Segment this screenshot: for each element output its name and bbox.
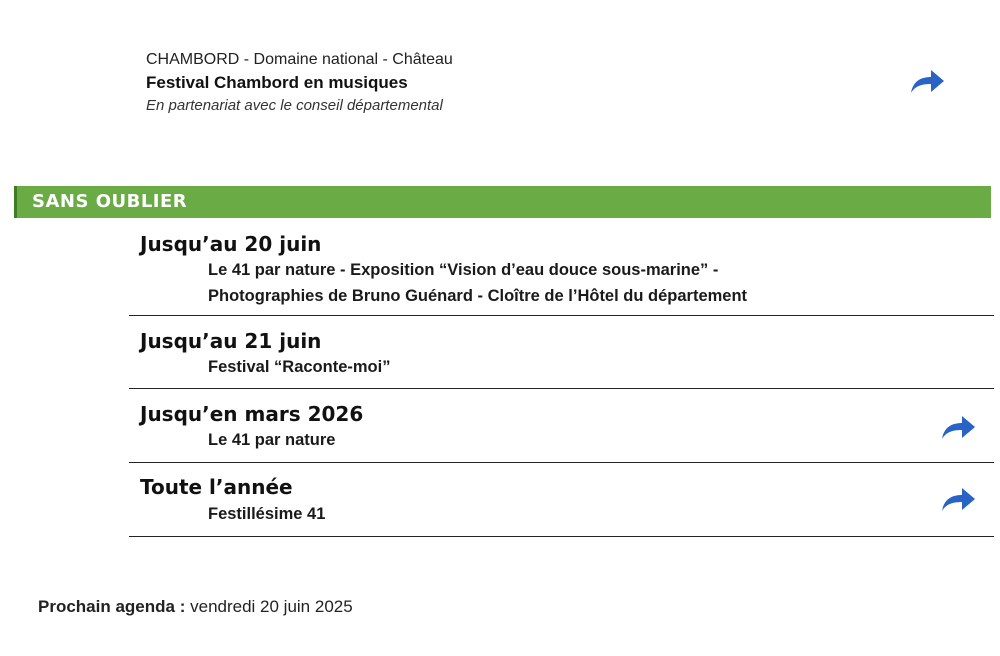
item-description-line: Photographies de Bruno Guénard - Cloître de l’Hôtel du département	[208, 287, 748, 305]
event-chambord	[146, 49, 966, 117]
list-item	[129, 218, 994, 316]
list-item	[129, 463, 994, 537]
section-header-sans-oublier	[14, 186, 991, 218]
share-arrow-icon[interactable]	[940, 487, 976, 513]
next-agenda	[38, 597, 353, 617]
list-item	[129, 316, 994, 389]
event-place: CHAMBORD - Domaine national - Château	[146, 51, 453, 68]
event-note: En partenariat avec le conseil départemental	[146, 97, 443, 114]
item-description	[208, 257, 908, 309]
item-date: Jusqu’au 20 juin	[140, 232, 322, 256]
event-title: Festival Chambord en musiques	[146, 73, 408, 92]
item-description: Festillésime 41	[208, 505, 326, 523]
item-description: Le 41 par nature	[208, 431, 336, 449]
next-agenda-date: vendredi 20 juin 2025	[190, 597, 353, 616]
list-item	[129, 389, 994, 463]
section-title: SANS OUBLIER	[32, 191, 188, 212]
next-agenda-label: Prochain agenda :	[38, 597, 186, 616]
item-description: Festival “Raconte-moi”	[208, 358, 391, 376]
reminder-list	[129, 218, 994, 537]
share-arrow-icon[interactable]	[909, 69, 945, 95]
item-date: Jusqu’au 21 juin	[140, 329, 322, 353]
item-description-line: Le 41 par nature - Exposition “Vision d’eau douce sous-marine” -	[208, 261, 719, 279]
item-date: Toute l’année	[140, 475, 293, 499]
share-arrow-icon[interactable]	[940, 415, 976, 441]
item-date: Jusqu’en mars 2026	[140, 402, 364, 426]
